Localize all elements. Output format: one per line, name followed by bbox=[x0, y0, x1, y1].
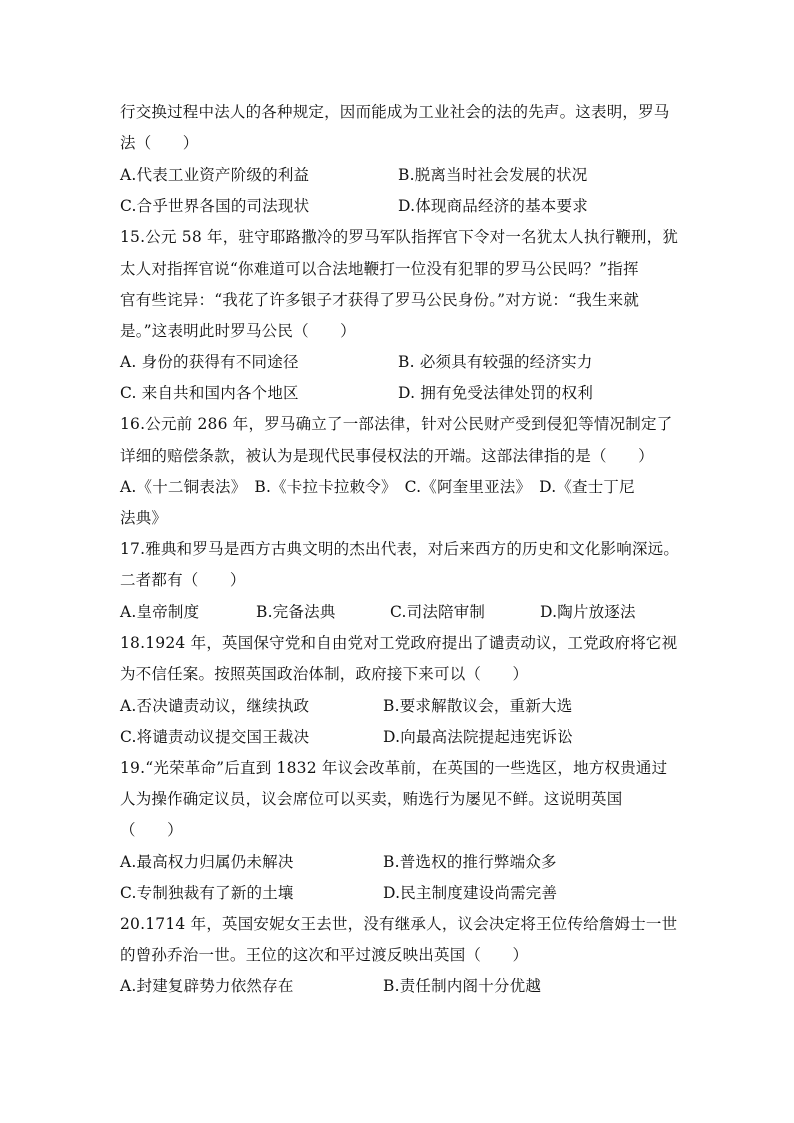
q14-option-d: D.体现商品经济的基本要求 bbox=[398, 197, 588, 215]
q14-option-b: B.脱离当时社会发展的状况 bbox=[398, 166, 588, 184]
q19-option-c: C.专制独裁有了新的土壤 bbox=[120, 884, 294, 902]
q20-stem-line-2: 的曾孙乔治一世。王位的这次和平过渡反映出英国（ ） bbox=[120, 946, 529, 964]
q15-option-b: B. 必须具有较强的经济实力 bbox=[398, 353, 593, 371]
q15-stem-line-2: 太人对指挥官说“你难道可以合法地鞭打一位没有犯罪的罗马公民吗？”指挥 bbox=[120, 260, 639, 278]
q19-stem-line-1: 19.“光荣革命”后直到 1832 年议会改革前，在英国的一些选区，地方权贵通过 bbox=[120, 759, 668, 777]
q18-stem-line-1: 18.1924 年，英国保守党和自由党对工党政府提出了谴责动议，工党政府将它视 bbox=[120, 634, 678, 652]
q19-option-b: B.普选权的推行弊端众多 bbox=[383, 853, 557, 871]
q19-option-d: D.民主制度建设尚需完善 bbox=[383, 884, 558, 902]
q14-option-a: A.代表工业资产阶级的利益 bbox=[120, 166, 310, 184]
q20-option-a: A.封建复辟势力依然存在 bbox=[120, 977, 294, 995]
q17-option-d: D.陶片放逐法 bbox=[540, 603, 636, 621]
q17-stem-line-2: 二者都有（ ） bbox=[120, 571, 246, 589]
q16-stem-line-2: 详细的赔偿条款，被认为是现代民事侵权法的开端。这部法律指的是（ ） bbox=[120, 447, 654, 465]
q19-option-a: A.最高权力归属仍未解决 bbox=[120, 853, 294, 871]
q18-stem-line-2: 为不信任案。按照英国政治体制，政府接下来可以（ ） bbox=[120, 665, 529, 683]
q14-option-c: C.合乎世界各国的司法现状 bbox=[120, 197, 310, 215]
q17-stem-line-1: 17.雅典和罗马是西方古典文明的杰出代表，对后来西方的历史和文化影响深远。 bbox=[120, 540, 680, 558]
q18-option-d: D.向最高法院提起违宪诉讼 bbox=[383, 728, 573, 746]
q18-option-c: C.将谴责动议提交国王裁决 bbox=[120, 728, 310, 746]
q19-stem-line-3: （ ） bbox=[120, 821, 183, 839]
q14-stem-line-2: 法（ ） bbox=[120, 134, 199, 152]
q15-stem-line-1: 15.公元 58 年，驻守耶路撒冷的罗马军队指挥官下令对一名犹太人执行鞭刑，犹 bbox=[120, 228, 679, 246]
q18-option-b: B.要求解散议会，重新大选 bbox=[383, 697, 573, 715]
q17-option-b: B.完备法典 bbox=[256, 603, 336, 621]
q16-stem-line-1: 16.公元前 286 年，罗马确立了一部法律，针对公民财产受到侵犯等情况制定了 bbox=[120, 415, 673, 433]
q14-stem-line-1: 行交换过程中法人的各种规定，因而能成为工业社会的法的先声。这表明，罗马 bbox=[120, 103, 670, 121]
q17-option-a: A.皇帝制度 bbox=[120, 603, 200, 621]
q15-option-d: D. 拥有免受法律处罚的权利 bbox=[398, 384, 594, 402]
q15-stem-line-3: 官有些诧异：“我花了许多银子才获得了罗马公民身份。”对方说：“我生来就 bbox=[120, 291, 640, 309]
q18-option-a: A.否决谴责动议，继续执政 bbox=[120, 697, 310, 715]
q16-options-line-1: A.《十二铜表法》 B.《卡拉卡拉敕令》 C.《阿奎里亚法》 D.《查士丁尼 bbox=[120, 478, 635, 496]
q16-options-line-2: 法典》 bbox=[120, 509, 168, 527]
q15-stem-line-4: 是。”这表明此时罗马公民（ ） bbox=[120, 322, 356, 340]
q15-option-c: C. 来自共和国内各个地区 bbox=[120, 384, 299, 402]
q20-option-b: B.责任制内阁十分优越 bbox=[383, 977, 542, 995]
q19-stem-line-2: 人为操作确定议员，议会席位可以买卖，贿选行为屡见不鲜。这说明英国 bbox=[120, 790, 623, 808]
q17-option-c: C.司法陪审制 bbox=[390, 603, 486, 621]
q20-stem-line-1: 20.1714 年，英国安妮女王去世，没有继承人，议会决定将王位传给詹姆士一世 bbox=[120, 915, 678, 933]
q15-option-a: A. 身份的获得有不同途径 bbox=[120, 353, 299, 371]
